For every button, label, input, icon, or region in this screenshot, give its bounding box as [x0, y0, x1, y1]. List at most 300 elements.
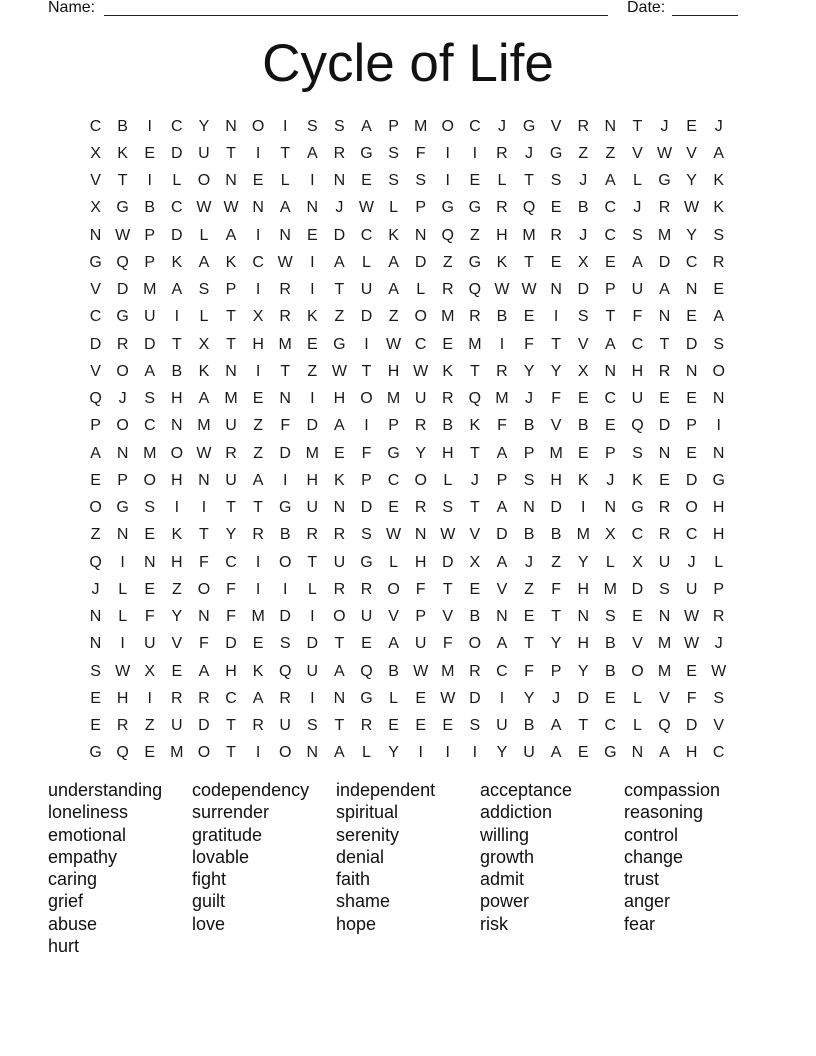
grid-letter: C [387, 471, 400, 489]
grid-letter: O [278, 744, 292, 762]
grid-letter: N [577, 608, 590, 626]
grid-letter: I [418, 744, 423, 762]
grid-letter: I [499, 335, 505, 353]
grid-letter: X [469, 553, 481, 571]
grid-letter: S [306, 717, 318, 735]
word-list-item: grief [48, 891, 84, 912]
grid-letter: M [414, 117, 428, 135]
grid-letter: N [414, 226, 427, 244]
grid-letter: R [550, 226, 562, 244]
grid-letter: J [525, 553, 534, 571]
grid-letter: U [225, 471, 237, 489]
grid-letter: W [358, 199, 375, 217]
grid-letter: F [524, 662, 534, 680]
grid-letter: E [577, 744, 589, 762]
grid-row [82, 249, 732, 276]
grid-letter: W [440, 689, 456, 707]
grid-letter: Z [442, 253, 453, 271]
grid-letter: V [550, 117, 562, 135]
grid-letter: J [497, 117, 506, 135]
grid-letter: B [604, 662, 616, 680]
grid-letter: R [441, 281, 454, 299]
letter-grid [82, 113, 732, 767]
grid-letter: K [496, 253, 508, 271]
grid-letter: U [631, 281, 644, 299]
grid-letter: D [550, 499, 562, 517]
grid-letter: G [631, 499, 644, 517]
grid-letter: R [658, 526, 671, 544]
grid-letter: F [415, 144, 426, 162]
grid-letter: E [604, 689, 616, 707]
grid-letter: D [469, 689, 481, 707]
grid-letter: M [386, 390, 401, 408]
grid-letter: N [89, 635, 102, 653]
word-list-item: surrender [192, 802, 270, 823]
grid-letter: A [198, 390, 210, 408]
grid-letter: D [441, 553, 454, 571]
grid-letter: V [632, 635, 643, 653]
word-list-item: power [480, 891, 530, 912]
word-list-item: spiritual [336, 802, 399, 823]
grid-letter: Y [577, 553, 589, 571]
grid-letter: W [521, 281, 537, 299]
grid-letter: R [252, 526, 264, 544]
grid-letter: V [577, 335, 589, 353]
grid-letter: T [280, 362, 291, 380]
grid-letter: D [225, 635, 237, 653]
grid-letter: C [631, 335, 644, 353]
grid-letter: U [523, 744, 535, 762]
grid-letter: N [604, 362, 617, 380]
grid-letter: H [712, 499, 725, 517]
grid-letter: A [252, 689, 264, 707]
word-list-item: compassion [624, 780, 721, 800]
grid-letter: V [90, 172, 101, 190]
grid-letter: H [441, 444, 454, 462]
grid-letter: G [604, 744, 617, 762]
grid-letter: H [685, 744, 698, 762]
grid-letter: R [171, 689, 183, 707]
word-list-item: reasoning [624, 802, 704, 823]
grid-row [82, 522, 732, 549]
grid-letter: I [120, 635, 125, 653]
grid-letter: Z [605, 144, 616, 162]
grid-letter: P [225, 281, 237, 299]
grid-letter: M [549, 444, 563, 462]
grid-letter: X [90, 144, 101, 162]
grid-letter: M [657, 635, 672, 653]
grid-letter: H [225, 662, 237, 680]
grid-row [82, 331, 732, 358]
grid-letter: W [711, 662, 727, 680]
grid-letter: K [306, 308, 318, 326]
grid-row [82, 495, 732, 522]
grid-letter: T [605, 308, 616, 326]
grid-letter: Z [253, 417, 263, 435]
grid-row [82, 685, 732, 712]
grid-letter: J [687, 553, 696, 571]
grid-letter: T [551, 335, 562, 353]
grid-letter: D [685, 717, 698, 735]
grid-letter: E [686, 444, 697, 462]
grid-letter: Q [468, 390, 482, 408]
word-list-item: abuse [48, 913, 98, 934]
grid-row [82, 631, 732, 658]
grid-letter: O [360, 390, 373, 408]
grid-letter: E [361, 172, 372, 190]
grid-letter: O [251, 117, 265, 135]
grid-letter: M [224, 390, 238, 408]
grid-letter: C [360, 226, 373, 244]
grid-letter: P [523, 444, 535, 462]
grid-letter: D [171, 144, 183, 162]
grid-letter: J [579, 226, 588, 244]
grid-letter: F [686, 689, 697, 707]
grid-letter: I [255, 226, 261, 244]
grid-row [82, 413, 732, 440]
grid-letter: T [334, 717, 345, 735]
grid-letter: F [361, 444, 372, 462]
grid-letter: N [631, 744, 644, 762]
grid-letter: T [578, 717, 589, 735]
grid-letter: P [361, 471, 372, 489]
word-list-item: change [624, 846, 684, 867]
grid-letter: O [685, 499, 698, 517]
grid-letter: S [442, 499, 454, 517]
grid-letter: U [225, 417, 237, 435]
grid-letter: E [252, 390, 264, 408]
grid-letter: L [389, 689, 399, 707]
grid-letter: E [171, 662, 183, 680]
grid-letter: G [116, 499, 129, 517]
word-list-item: caring [48, 869, 98, 890]
grid-letter: A [604, 335, 616, 353]
word-list-item: fight [192, 869, 227, 890]
word-list [48, 779, 768, 957]
grid-letter: Z [253, 444, 263, 462]
grid-letter: K [469, 417, 481, 435]
grid-letter: B [388, 662, 399, 680]
grid-letter: Y [686, 172, 697, 190]
grid-letter: T [253, 499, 263, 517]
grid-letter: D [631, 580, 644, 598]
grid-letter: V [496, 580, 508, 598]
grid-letter: J [606, 471, 615, 489]
grid-letter: D [577, 689, 590, 707]
grid-letter: D [496, 526, 508, 544]
grid-letter: S [388, 172, 399, 190]
word-column [480, 779, 624, 957]
grid-letter: Z [578, 144, 589, 162]
grid-letter: D [360, 308, 373, 326]
grid-letter: L [307, 580, 317, 598]
grid-letter: T [659, 335, 670, 353]
grid-row [82, 467, 732, 494]
grid-letter: U [333, 553, 346, 571]
grid-letter: E [604, 253, 616, 271]
grid-letter: W [386, 526, 402, 544]
grid-letter: R [198, 689, 210, 707]
word-list-item: denial [336, 846, 385, 867]
grid-letter: D [198, 717, 210, 735]
grid-letter: D [658, 253, 671, 271]
grid-letter: Q [116, 253, 129, 271]
grid-letter: V [659, 689, 670, 707]
grid-letter: A [496, 499, 508, 517]
grid-letter: Q [89, 390, 102, 408]
grid-letter: N [333, 499, 346, 517]
grid-letter: D [279, 444, 291, 462]
name-label: Name: [48, 0, 96, 16]
grid-letter: Y [388, 744, 399, 762]
grid-letter: X [577, 253, 589, 271]
grid-letter: N [333, 689, 346, 707]
grid-letter: I [310, 689, 315, 707]
word-list-item: hope [336, 913, 377, 934]
grid-letter: E [388, 717, 399, 735]
grid-letter: I [255, 362, 261, 380]
grid-letter: R [116, 717, 129, 735]
grid-letter: W [223, 199, 239, 217]
grid-letter: O [712, 362, 725, 380]
grid-letter: W [494, 281, 510, 299]
grid-letter: L [389, 199, 399, 217]
grid-letter: N [143, 553, 156, 571]
word-list-item: love [192, 913, 226, 934]
grid-letter: V [90, 281, 101, 299]
grid-letter: N [523, 499, 535, 517]
grid-letter: C [414, 335, 427, 353]
grid-letter: I [282, 117, 288, 135]
grid-letter: K [632, 471, 643, 489]
grid-letter: A [632, 253, 643, 271]
grid-letter: W [115, 226, 131, 244]
word-column [192, 779, 336, 957]
grid-letter: R [333, 580, 346, 598]
grid-letter: E [252, 172, 264, 190]
grid-letter: G [658, 172, 671, 190]
word-list-item: gratitude [192, 824, 263, 845]
grid-letter: H [306, 471, 319, 489]
grid-letter: K [713, 199, 725, 217]
grid-letter: A [334, 417, 345, 435]
grid-letter: W [196, 199, 212, 217]
grid-letter: R [279, 281, 291, 299]
word-column [336, 779, 480, 957]
grid-letter: Z [144, 717, 155, 735]
grid-letter: A [496, 553, 508, 571]
grid-letter: T [469, 362, 480, 380]
grid-letter: H [171, 553, 183, 571]
grid-letter: P [604, 281, 616, 299]
grid-letter: M [251, 608, 265, 626]
grid-letter: S [279, 635, 291, 653]
grid-letter: A [306, 144, 318, 162]
grid-letter: R [496, 362, 508, 380]
grid-letter: T [171, 335, 182, 353]
grid-letter: K [388, 226, 399, 244]
grid-letter: N [171, 417, 183, 435]
grid-letter: S [415, 172, 426, 190]
grid-letter: B [469, 608, 481, 626]
grid-letter: I [147, 172, 152, 190]
grid-letter: R [333, 144, 346, 162]
grid-letter: W [413, 662, 429, 680]
grid-letter: T [524, 253, 534, 271]
grid-letter: R [360, 580, 373, 598]
grid-letter: L [280, 172, 290, 190]
grid-letter: Q [116, 744, 129, 762]
grid-letter: P [550, 662, 562, 680]
grid-row [82, 740, 732, 767]
grid-letter: C [143, 417, 156, 435]
word-list-item: guilt [192, 891, 226, 912]
grid-letter: T [280, 144, 291, 162]
grid-letter: C [252, 253, 264, 271]
grid-letter: B [523, 417, 535, 435]
grid-letter: I [581, 499, 586, 517]
grid-letter: G [468, 253, 482, 271]
grid-row [82, 604, 732, 631]
grid-letter: E [415, 717, 426, 735]
grid-letter: G [116, 308, 129, 326]
word-list-item: serenity [336, 824, 400, 845]
grid-letter: A [225, 226, 237, 244]
grid-letter: E [550, 199, 562, 217]
grid-letter: B [577, 199, 589, 217]
grid-letter: E [252, 635, 264, 653]
grid-letter: N [414, 526, 427, 544]
grid-letter: X [144, 662, 156, 680]
word-list-item: anger [624, 891, 671, 912]
word-list-item: addiction [480, 802, 553, 823]
word-list-item: empathy [48, 846, 118, 867]
grid-letter: A [388, 281, 399, 299]
grid-letter: S [306, 117, 318, 135]
grid-letter: P [686, 417, 697, 435]
grid-letter: Z [551, 553, 562, 571]
grid-letter: A [144, 362, 156, 380]
grid-letter: A [198, 662, 210, 680]
grid-letter: O [414, 308, 427, 326]
grid-letter: R [469, 662, 481, 680]
grid-letter: S [604, 608, 616, 626]
grid-row [82, 113, 732, 140]
grid-letter: N [279, 390, 291, 408]
grid-letter: J [470, 471, 479, 489]
grid-letter: W [684, 635, 700, 653]
grid-letter: I [310, 281, 315, 299]
grid-letter: N [89, 608, 102, 626]
grid-letter: H [414, 553, 427, 571]
grid-letter: I [553, 308, 559, 326]
grid-row [82, 658, 732, 685]
grid-letter: U [360, 281, 373, 299]
grid-letter: C [225, 553, 237, 571]
grid-letter: K [252, 662, 264, 680]
word-list-item: growth [480, 846, 535, 867]
grid-letter: O [197, 580, 211, 598]
grid-letter: O [333, 608, 346, 626]
grid-letter: W [331, 362, 347, 380]
grid-letter: F [551, 580, 562, 598]
grid-letter: R [225, 444, 237, 462]
grid-letter: N [658, 308, 671, 326]
grid-row [82, 440, 732, 467]
grid-letter: E [523, 608, 535, 626]
grid-letter: C [631, 526, 644, 544]
grid-letter: S [469, 717, 481, 735]
grid-letter: R [116, 335, 129, 353]
grid-letter: P [144, 253, 156, 271]
grid-letter: Q [658, 717, 671, 735]
grid-letter: Y [550, 362, 562, 380]
grid-letter: O [468, 635, 482, 653]
grid-letter: S [577, 308, 589, 326]
grid-letter: I [147, 117, 152, 135]
grid-letter: A [198, 253, 210, 271]
grid-letter: F [442, 635, 453, 653]
grid-letter: E [577, 444, 589, 462]
word-list-item: risk [480, 913, 508, 934]
grid-letter: X [604, 526, 616, 544]
grid-letter: D [333, 226, 346, 244]
grid-letter: K [198, 362, 210, 380]
grid-letter: W [656, 144, 673, 162]
grid-letter: B [604, 635, 616, 653]
grid-letter: R [414, 417, 427, 435]
grid-letter: K [442, 362, 454, 380]
grid-letter: D [360, 499, 373, 517]
word-list-item: shame [336, 891, 391, 912]
grid-letter: M [495, 390, 509, 408]
grid-letter: P [713, 580, 725, 598]
grid-letter: A [550, 717, 562, 735]
grid-letter: M [576, 526, 590, 544]
grid-letter: A [496, 444, 508, 462]
grid-letter: M [143, 281, 157, 299]
grid-letter: G [278, 499, 292, 517]
grid-letter: B [496, 308, 508, 326]
grid-letter: A [334, 744, 345, 762]
grid-letter: R [306, 526, 319, 544]
grid-letter: B [523, 717, 535, 735]
grid-letter: R [252, 717, 264, 735]
grid-letter: R [414, 499, 427, 517]
grid-letter: V [632, 144, 643, 162]
grid-letter: E [144, 526, 156, 544]
grid-letter: O [278, 553, 292, 571]
grid-letter: D [306, 417, 319, 435]
grid-letter: I [174, 308, 180, 326]
grid-letter: M [278, 335, 292, 353]
grid-letter: J [91, 580, 100, 598]
grid-letter: X [252, 308, 264, 326]
grid-letter: L [632, 717, 642, 735]
grid-letter: T [226, 744, 236, 762]
grid-letter: I [310, 253, 315, 271]
grid-letter: D [658, 417, 671, 435]
grid-letter: O [116, 362, 129, 380]
grid-letter: Y [198, 117, 210, 135]
grid-letter: U [171, 717, 183, 735]
grid-letter: E [388, 499, 399, 517]
grid-letter: U [198, 144, 210, 162]
grid-letter: Q [468, 281, 482, 299]
grid-letter: S [523, 471, 535, 489]
grid-letter: Q [360, 662, 373, 680]
word-list-item: admit [480, 869, 525, 890]
